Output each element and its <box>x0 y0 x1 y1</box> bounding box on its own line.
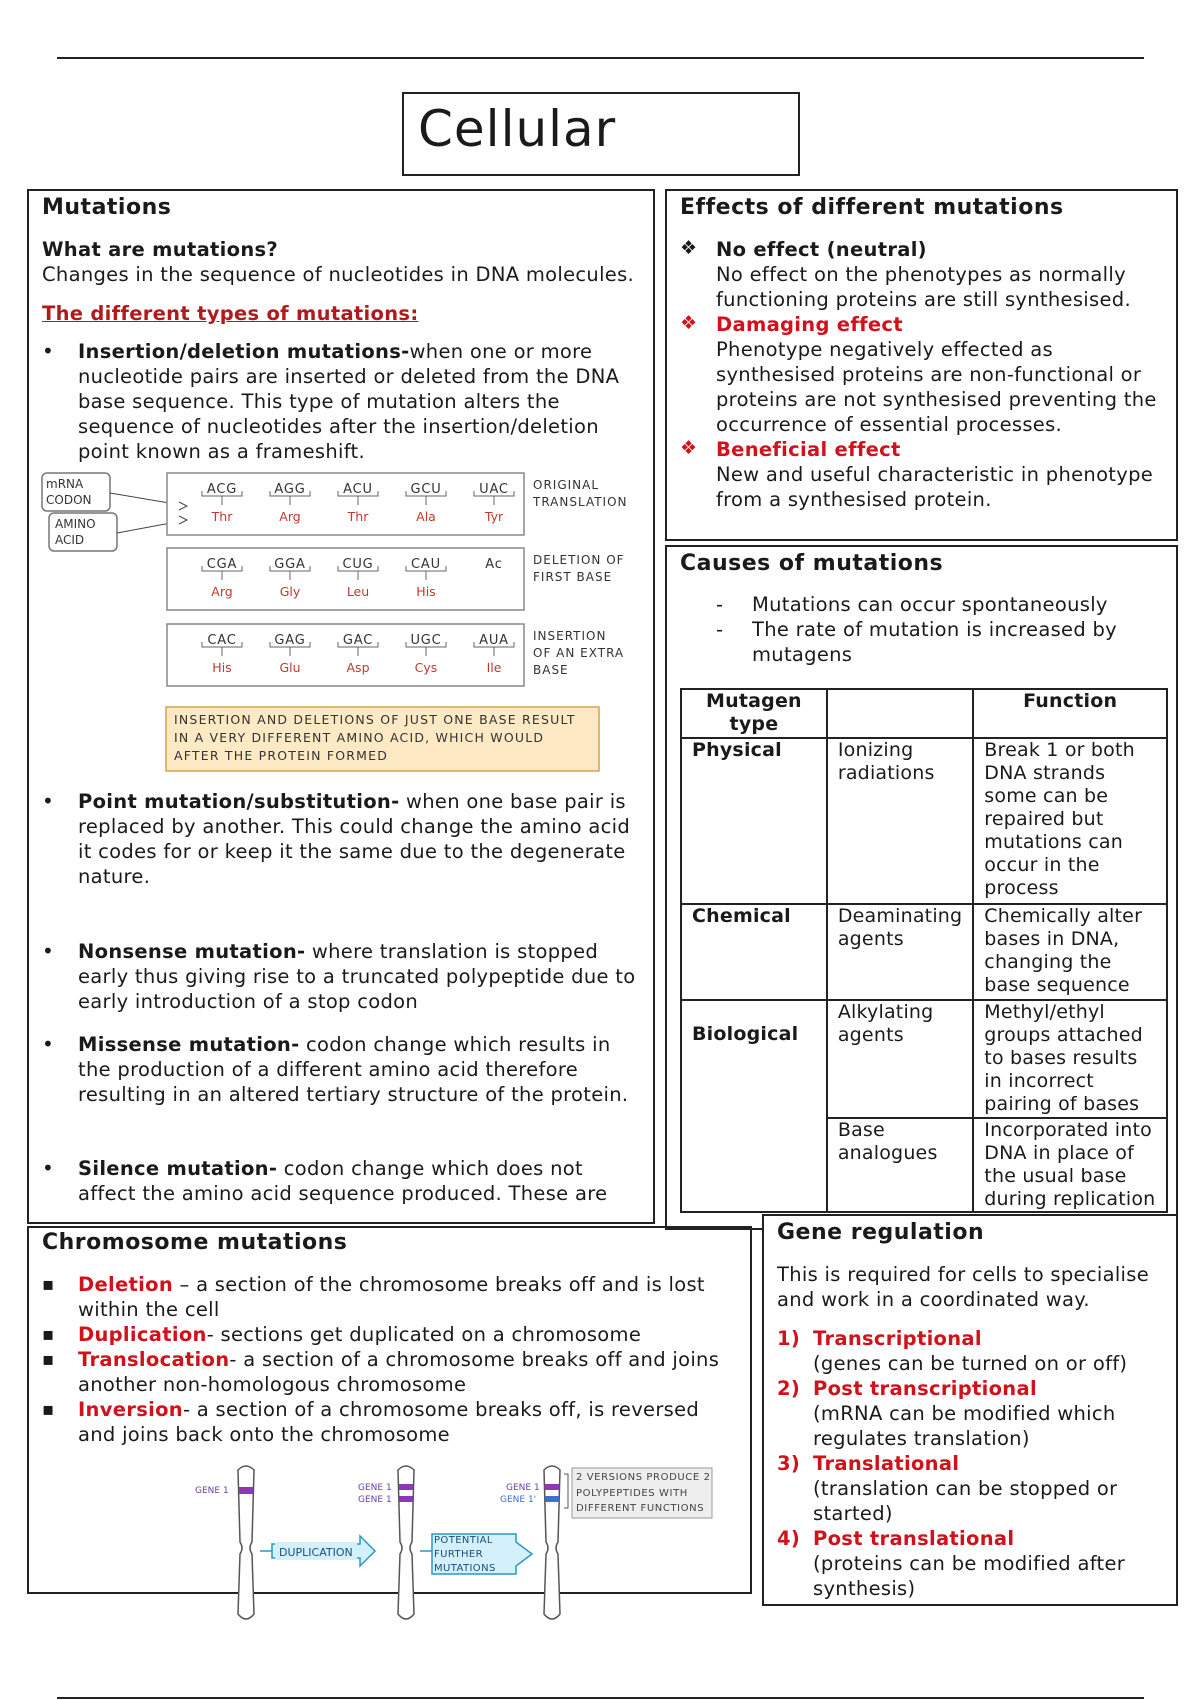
nonsense-term: Nonsense mutation- <box>78 940 306 963</box>
deletion-text: – a section of the chromosome breaks off and is lost within the cell <box>78 1273 705 1321</box>
point-term: Point mutation/substitution- <box>78 790 400 813</box>
effects-panel <box>665 189 1178 541</box>
base-analogues-agent: Base analogues <box>827 1118 973 1212</box>
amino-acid-text: Ala <box>416 509 436 524</box>
physical-type: Physical <box>681 738 827 904</box>
codon-text: CUG <box>342 557 374 572</box>
row-label: DELETION OF <box>533 553 625 567</box>
silence-text: codon change which does not affect the amino acid sequence produced. These are <box>78 1157 608 1205</box>
point-text: when one base pair is replaced by another. This could change the amino acid it codes for or keep it the same due to the degenerate nature. <box>78 790 631 888</box>
deletion-term: Deletion <box>78 1273 174 1296</box>
missense-term: Missense mutation- <box>78 1033 300 1056</box>
bottom-rule <box>57 1697 1144 1699</box>
diamond-icon: ❖ <box>680 312 698 334</box>
translocation-term: Translocation <box>78 1348 230 1371</box>
codon-text: GGA <box>274 557 306 572</box>
codon-text: UGC <box>410 633 442 648</box>
cause-point-1: - Mutations can occur spontaneously <box>680 592 1170 617</box>
duplication-text: - sections get duplicated on a chromosome <box>206 1323 642 1346</box>
regulation-text: (genes can be turned on or off) <box>813 1352 1128 1375</box>
amino-acid-text: Tyr <box>484 509 504 524</box>
potential-label: POTENTIAL FURTHER MUTATIONS <box>434 1535 496 1574</box>
frameshift-note-box <box>166 707 599 771</box>
amino-label-1: AMINO <box>55 517 96 531</box>
item-number: 1) <box>777 1327 801 1350</box>
gene-label: GENE 1' <box>500 1495 537 1505</box>
codon-text: GAC <box>342 633 374 648</box>
what-answer: Changes in the sequence of nucleotides in DNA molecules. <box>42 263 635 286</box>
regulation-item-2 <box>777 1376 1172 1451</box>
chromosome-1 <box>238 1466 254 1619</box>
codon-text: AUA <box>479 633 509 648</box>
chromosome-diagram <box>180 1462 740 1632</box>
row-label: OF AN EXTRA <box>533 646 625 660</box>
codon-text: AGG <box>274 482 306 497</box>
biological-function: Methyl/ethyl groups attached to bases results in incorrect pairing of bases <box>973 1000 1167 1118</box>
inversion-term: Inversion <box>78 1398 183 1421</box>
chemical-function: Chemically alter bases in DNA, changing the base sequence <box>973 904 1167 1000</box>
row-label: ORIGINAL <box>533 478 600 492</box>
duplication-arrow <box>260 1536 375 1566</box>
mutations-heading: Mutations <box>42 195 172 220</box>
cause-point-2: - The rate of mutation is increased by mutagens <box>680 617 1170 667</box>
table-row <box>681 904 1167 1000</box>
physical-function: Break 1 or both DNA strands some can be repaired but mutations can occur in the process <box>973 738 1167 904</box>
codon-text: Ac <box>485 557 503 572</box>
regulation-title: Translational <box>813 1452 960 1475</box>
nonsense-item <box>42 939 642 1014</box>
amino-acid-text: Thr <box>211 509 233 524</box>
codon-text: GAG <box>274 633 306 648</box>
gene-label: GENE 1 <box>195 1486 229 1496</box>
codon-text: GCU <box>410 482 442 497</box>
regulation-item-1 <box>777 1326 1172 1376</box>
chromosome-2 <box>398 1466 414 1619</box>
chromosome-deletion <box>42 1272 742 1322</box>
diamond-icon: ❖ <box>680 437 698 459</box>
page-title: Cellular <box>418 100 617 158</box>
regulation-item-4 <box>777 1526 1172 1601</box>
effect-damaging-title: Damaging effect <box>716 313 903 336</box>
row-label: BASE <box>533 663 569 677</box>
what-question: What are mutations? <box>42 238 279 261</box>
insertion-text: when one or more nucleotide pairs are inserted or deleted from the DNA base sequence. This type of mutation alters the sequence of nucleotides after the insertion/deletion point known as a frameshift. <box>78 340 620 463</box>
gene-regulation-heading: Gene regulation <box>777 1220 985 1245</box>
chromosome-translocation <box>42 1347 742 1397</box>
amino-acid-text: Asp <box>346 660 370 675</box>
table-header-row <box>681 689 1167 738</box>
top-rule <box>57 57 1144 59</box>
chromosome-heading: Chromosome mutations <box>42 1230 348 1255</box>
biological-agent: Alkylating agents <box>827 1000 973 1118</box>
chemical-type: Chemical <box>681 904 827 1000</box>
causes-heading: Causes of mutations <box>680 551 944 576</box>
amino-acid-text: Arg <box>279 509 301 524</box>
amino-acid-label <box>49 513 117 551</box>
chemical-agent: Deaminating agents <box>827 904 973 1000</box>
chromosome-duplication <box>42 1322 742 1347</box>
codon-text: CAU <box>411 557 441 572</box>
row-label: INSERTION <box>533 629 607 643</box>
effect-beneficial-text: New and useful characteristic in phenotype from a synthesised protein. <box>716 463 1154 511</box>
item-number: 4) <box>777 1527 801 1550</box>
causes-panel <box>665 545 1178 1230</box>
row-label: TRANSLATION <box>533 495 628 509</box>
mrna-codon-label <box>42 473 110 511</box>
silence-term: Silence mutation- <box>78 1157 278 1180</box>
potential-arrow <box>420 1534 532 1576</box>
regulation-text: (translation can be stopped or started) <box>813 1477 1118 1525</box>
amino-acid-text: Gly <box>279 584 301 599</box>
item-number: 2) <box>777 1377 801 1400</box>
versions-label: 2 VERSIONS PRODUCE 2 POLYPEPTIDES WITH DIFFERENT FUNCTIONS <box>576 1472 711 1514</box>
amino-acid-text: Arg <box>211 584 233 599</box>
biological-type: Biological <box>681 1000 827 1212</box>
versions-box <box>572 1468 712 1518</box>
codon-text: CGA <box>206 557 238 572</box>
regulation-item-3 <box>777 1451 1172 1526</box>
physical-agent: Ionizing radiations <box>827 738 973 904</box>
effect-beneficial-title: Beneficial effect <box>716 438 901 461</box>
insertion-item <box>42 339 634 464</box>
regulation-title: Post translational <box>813 1527 1015 1550</box>
item-number: 3) <box>777 1452 801 1475</box>
mutagen-table <box>680 688 1168 1213</box>
codon-text: UAC <box>479 482 509 497</box>
frameshift-diagram <box>29 471 655 801</box>
amino-acid-text: Glu <box>279 660 301 675</box>
gene-regulation-panel <box>762 1214 1178 1606</box>
gene-label: GENE 1 <box>358 1483 392 1493</box>
mutations-panel <box>27 189 655 1224</box>
diamond-icon: ❖ <box>680 237 698 259</box>
table-row <box>681 1000 1167 1118</box>
missense-text: codon change which results in the production of a different amino acid therefore resulting in an altered tertiary structure of the protein. <box>78 1033 629 1106</box>
regulation-title: Transcriptional <box>813 1327 982 1350</box>
duplication-term: Duplication <box>78 1323 207 1346</box>
effect-damaging-text: Phenotype negatively effected as synthesised proteins are non-functional or proteins are not synthesised preventing the occurrence of essential processes. <box>716 338 1157 436</box>
header-function: Function <box>973 689 1167 738</box>
header-mutagen-type: Mutagen type <box>681 689 827 738</box>
effect-beneficial <box>680 437 1170 512</box>
amino-acid-text: Thr <box>347 509 369 524</box>
regulation-text: (mRNA can be modified which regulates translation) <box>813 1402 1116 1450</box>
gene-regulation-intro: This is required for cells to specialise and work in a coordinated way. <box>777 1263 1150 1311</box>
point-item <box>42 789 642 889</box>
header-blank <box>827 689 973 738</box>
codon-text: ACG <box>206 482 238 497</box>
effect-neutral-title: No effect (neutral) <box>716 238 927 261</box>
effect-neutral-text: No effect on the phenotypes as normally functioning proteins are still synthesised. <box>716 263 1131 311</box>
mrna-label-1: mRNA <box>46 477 84 491</box>
chromosome-inversion <box>42 1397 742 1447</box>
gene-label: GENE 1 <box>358 1495 392 1505</box>
effect-neutral <box>680 237 1170 312</box>
missense-item <box>42 1032 642 1107</box>
amino-acid-text: Ile <box>486 660 502 675</box>
regulation-text: (proteins can be modified after synthesis) <box>813 1552 1126 1600</box>
chromosome-3 <box>544 1466 560 1619</box>
types-heading: The different types of mutations: <box>42 302 419 325</box>
duplication-label: DUPLICATION <box>279 1546 353 1559</box>
silence-item <box>42 1156 642 1206</box>
amino-label-2: ACID <box>55 533 85 547</box>
codon-text: ACU <box>343 482 373 497</box>
amino-acid-text: His <box>212 660 232 675</box>
frameshift-note: INSERTION AND DELETIONS OF JUST ONE BASE RESULT IN A VERY DIFFERENT AMINO ACID, WHICH WOULD AFTER THE PROTEIN FORMED <box>174 712 576 763</box>
amino-acid-text: Leu <box>346 584 370 599</box>
insertion-term: Insertion/deletion mutations- <box>78 340 410 363</box>
effect-damaging <box>680 312 1170 437</box>
inversion-text: - a section of a chromosome breaks off, is reversed and joins back onto the chromosome <box>78 1398 700 1446</box>
amino-acid-text: Cys <box>414 660 438 675</box>
row-label: FIRST BASE <box>533 570 613 584</box>
gene-label: GENE 1 <box>506 1483 540 1493</box>
mrna-label-2: CODON <box>46 493 92 507</box>
codon-text: CAC <box>207 633 237 648</box>
effects-heading: Effects of different mutations <box>680 195 1064 220</box>
amino-acid-text: His <box>416 584 436 599</box>
nonsense-text: where translation is stopped early thus giving rise to a truncated polypeptide due to early introduction of a stop codon <box>78 940 636 1013</box>
regulation-title: Post transcriptional <box>813 1377 1037 1400</box>
title-box <box>402 92 800 176</box>
translocation-text: - a section of a chromosome breaks off and joins another non-homologous chromosome <box>78 1348 720 1396</box>
base-analogues-function: Incorporated into DNA in place of the usual base during replication <box>973 1118 1167 1212</box>
table-row <box>681 738 1167 904</box>
